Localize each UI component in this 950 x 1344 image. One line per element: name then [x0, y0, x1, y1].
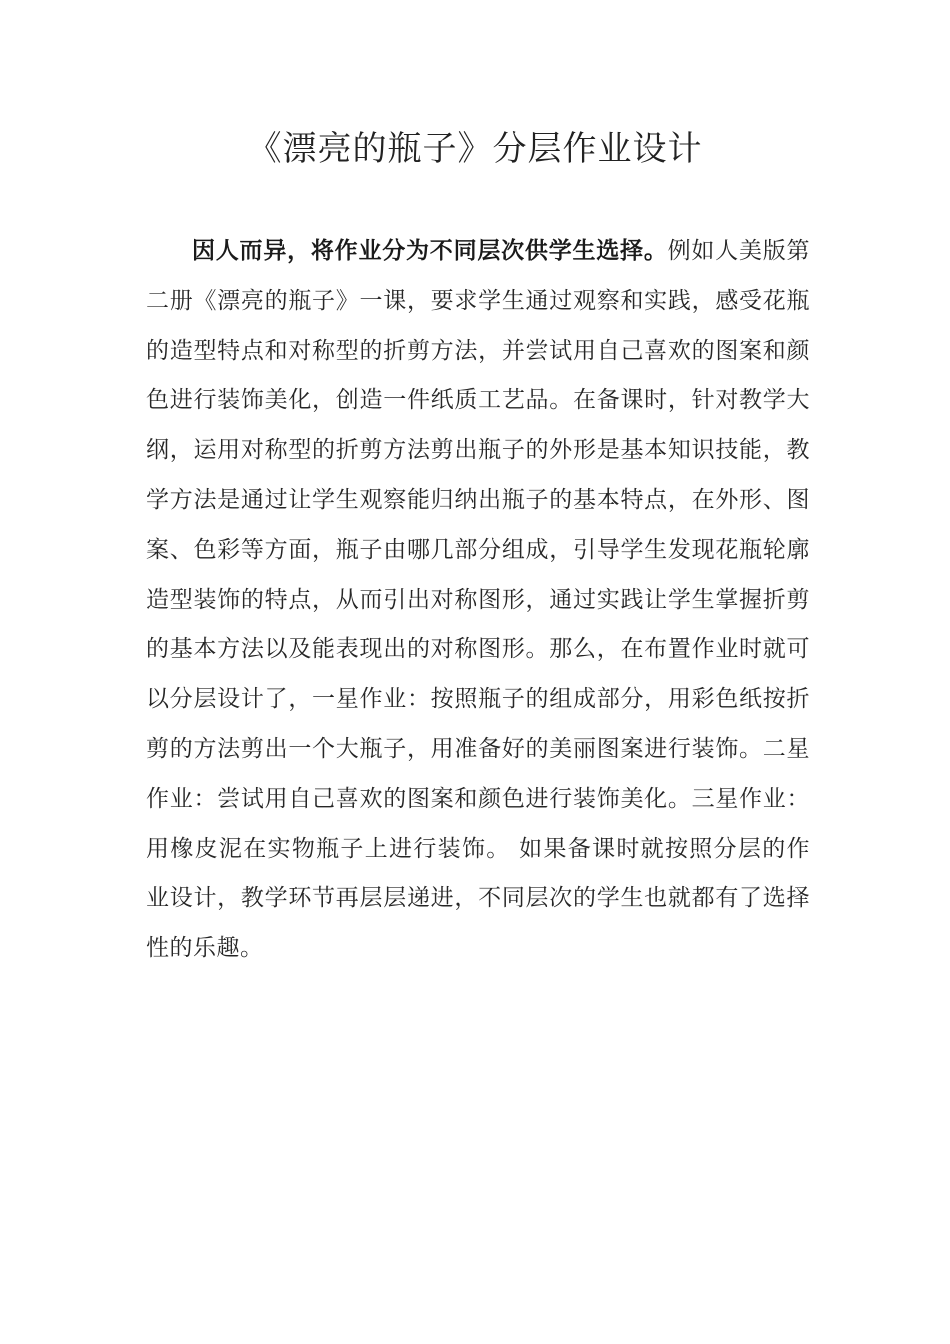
document-title: 《漂亮的瓶子》分层作业设计	[247, 129, 703, 169]
body-text: 例如人美版第二册《漂亮的瓶子》一课，要求学生通过观察和实践，感受花瓶的造型特点和对称型的折剪方法，并尝试用自己喜欢的图案和颜色进行装饰美化，创造一件纸质工艺品。在备课时，针对教学大纲，运用对称型的折剪方法剪出瓶子的外形是基本知识技能，教学方法是通过让学生观察能归纳出瓶子的基本特点，在外形、图案、色彩等方面，瓶子由哪几部分组成，引导学生发现花瓶轮廓造型装饰的特点，从而引出对称图形，通过实践让学生掌握折剪的基本方法以及能表现出的对称图形。那么，在布置作业时就可以分层设计了，一星作业：按照瓶子的组成部分，用彩色纸按折剪的方法剪出一个大瓶子，用准备好的美丽图案进行装饰。二星作业：尝试用自己喜欢的图案和颜色进行装饰美化。三星作业：用橡皮泥在实物瓶子上进行装饰。 如果备课时就按照分层的作业设计，教学环节再层层递进，不同层次的学生也就都有了选择性的乐趣。	[146, 238, 811, 962]
body-paragraph	[146, 227, 810, 974]
lead-sentence: 因人而异，将作业分为不同层次供学生选择。	[192, 238, 668, 264]
